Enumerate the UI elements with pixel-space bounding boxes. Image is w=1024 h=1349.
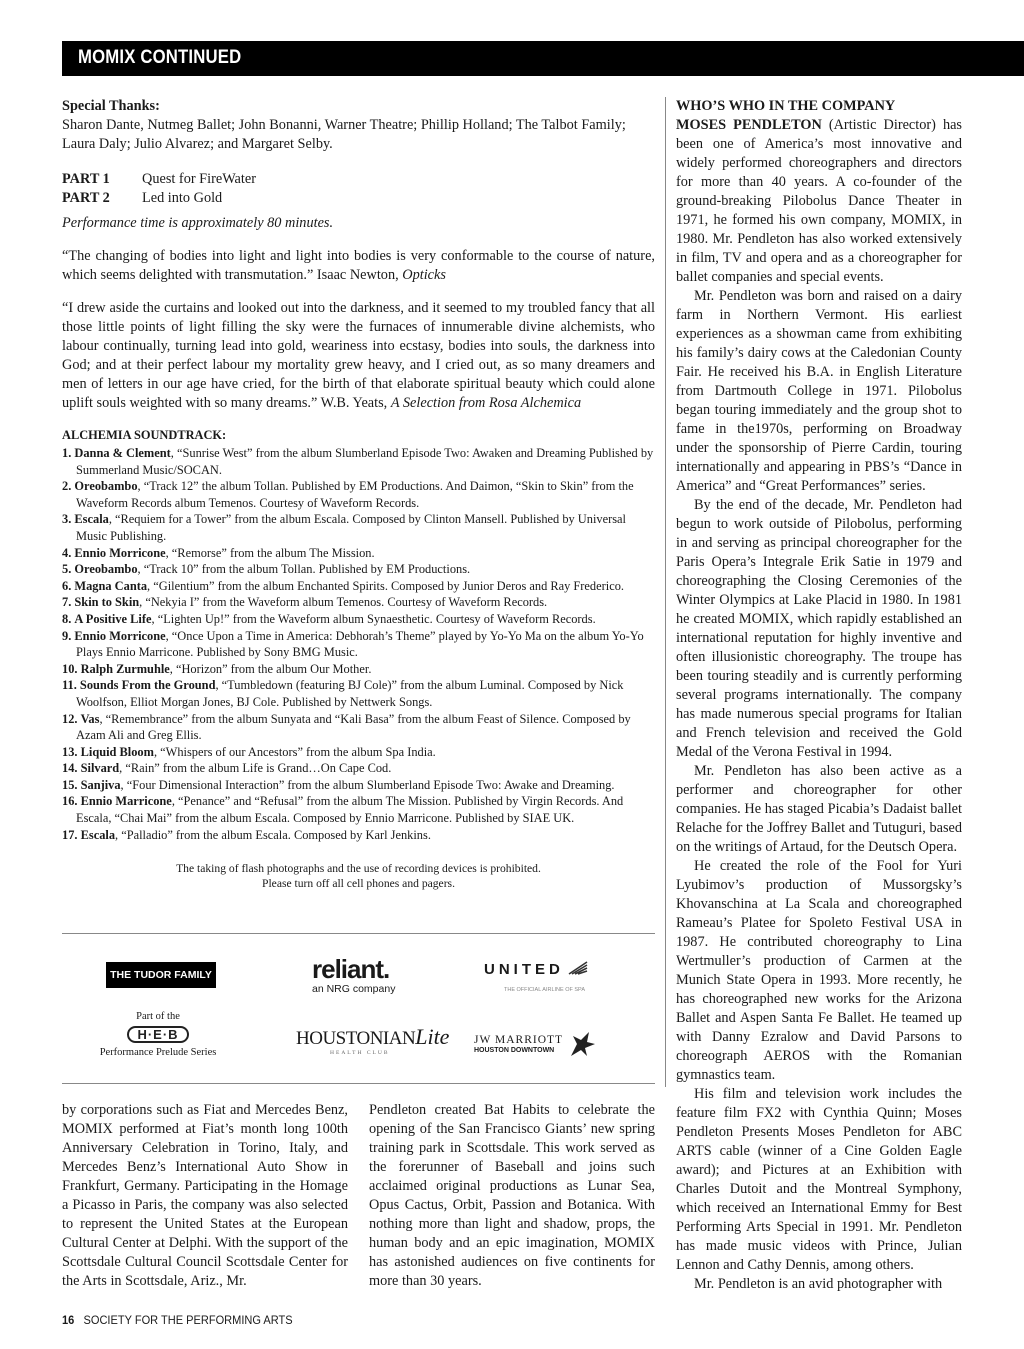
track-details: , “Remorse” from the album The Mission.: [165, 545, 375, 560]
track-item: [62, 677, 655, 710]
track-details: , “Palladio” from the album Escala. Composed by Karl Jenkins.: [115, 827, 431, 842]
track-details: , “Horizon” from the album Our Mother.: [169, 661, 372, 676]
track-details: , “Once Upon a Time in America: Debhorah’s Theme” played by Yo-Yo Ma on the album Yo-Yo Plays Ennio Marricone. Published by Sony BMG Music.: [76, 628, 644, 660]
track-number: 1.: [62, 446, 72, 460]
jw-marriott-logo: [474, 1030, 624, 1058]
heb-sponsor: [96, 1010, 220, 1059]
track-item: [62, 827, 655, 844]
part-label: PART 2: [62, 190, 110, 206]
griffin-icon: [567, 1030, 597, 1058]
track-details: , “Penance” and “Refusal” from the album The Mission. Published by Virgin Records. And Escala, “Chai Mai” from the album Escala. Composed by Ennio Marricone. Published by SIAE UK.: [76, 794, 624, 826]
sponsor-bottom-rule: [62, 1083, 655, 1084]
track-number: 11.: [62, 678, 77, 693]
track-details: , “Remembrance” from the album Sunyata and “Kali Basa” from the album Feast of Silence. Composed by Azam Ali and Greg Ellis.: [76, 711, 631, 743]
program-notes: [62, 97, 655, 891]
bottom-column-left: by corporations such as Fiat and Mercedes Benz, MOMIX performed at Fiat’s month long 100th Anniversary Celebration in Torino, Italy, and Mercedes Benz’s International Auto Show in Frankfurt, Germany. Participating in the Homage a Picasso in Paris, the company was also selected to represent the United States at the European Cultural Center at Delphi. With the support of the Scottsdale Cultural Council Scottsdale Center for the Arts in Scottsdale, Ariz., Mr.: [62, 1102, 348, 1289]
whos-who-column: [676, 97, 962, 1294]
soundtrack-list: [62, 445, 655, 843]
track-item: [62, 760, 655, 777]
track-number: 17.: [62, 827, 78, 842]
section-title: MOMIX CONTINUED: [78, 47, 242, 68]
track-number: 10.: [62, 661, 78, 676]
track-details: , “Nekyia I” from the Waveform album Temenos. Courtesy of Waveform Records.: [139, 595, 548, 610]
track-artist: Ennio Marricone: [80, 794, 172, 809]
part-title: Led into Gold: [142, 190, 223, 206]
track-number: 13.: [62, 744, 78, 759]
section-header: [62, 41, 1024, 76]
performance-time: Performance time is approximately 80 minutes.: [62, 215, 334, 231]
recording-notice: [62, 861, 655, 891]
track-details: , “Track 12” the album Tollan. Published by EM Productions. And Daimon, “Skin to Skin” from the Waveform Records album Temenos. Courtesy of Waveform Records.: [76, 479, 634, 510]
part-row: [62, 189, 655, 208]
track-artist: Oreobambo: [74, 562, 138, 577]
track-item: [62, 777, 655, 794]
track-number: 5.: [62, 562, 72, 577]
track-number: 8.: [62, 611, 72, 626]
track-number: 7.: [62, 595, 72, 610]
bio-paragraph: He created the role of the Fool for Yuri Lyubimov’s production of Mussorgsky’s Khovanschina at La Scala and choreographed Rameau’s Platee for Spoleto Festival USA in 1987. He contributed choreography to Lina Wertmuller’s production of Carmen at the Munich State Opera in 1993. More recently, he has choreographed new works for the Arizona Ballet and Aspen Santa Fe Ballet. He teamed up with Danny Ezralow and David Parsons to choreograph AEROS with the Romanian gymnastics team.: [676, 858, 962, 1083]
track-item: [62, 628, 655, 661]
track-artist: Skin to Skin: [74, 595, 140, 610]
track-number: 15.: [62, 777, 78, 792]
heb-logo: H·E·B: [127, 1026, 188, 1043]
houstonian-wordmark: HOUSTONIAN: [296, 1028, 416, 1049]
column-divider: [665, 97, 666, 1087]
track-item: [62, 478, 655, 511]
track-number: 4.: [62, 545, 72, 560]
track-number: 3.: [62, 512, 72, 527]
track-item: [62, 661, 655, 678]
bio-paragraph: Mr. Pendleton was born and raised on a dairy farm in Northern Vermont. His earliest experiences as a showman came from exhibiting his family’s dairy cows at the Caledonian County Fair. He received his B.A. in English Literature from Dartmouth College in 1971. Pilobolus began touring immediately and the group shot to fame in the1970s, performing on Broadway under the sponsorship of Pierre Cardin, touring internationally and appearing in PBS’s “Dance in America” and “Great Performances” series.: [676, 288, 962, 494]
reliant-logo: [312, 954, 432, 995]
houstonian-lite: Lite: [415, 1024, 450, 1049]
united-wordmark: UNITED: [484, 961, 564, 978]
bio-paragraph: By the end of the decade, Mr. Pendleton had begun to work outside of Pilobolus, performing in and serving as principal choreographer for the Paris Opera’s Integrale Erik Satie in 1979 and choreographing the Closing Ceremonies of the Winter Olympics at Lake Placid in 1980. In 1981 he created MOMIX, which rapidly established an international reputation for highly inventive and often illusionistic choreography. The troupe has been touring steadily and is currently performing several programs internationally. The company has made numerous special programs for Italian and French television and received the Gold Medal of the Verona Festival in 1994.: [676, 497, 962, 760]
sponsor-top-rule: [62, 933, 655, 934]
notice-line: Please turn off all cell phones and pagers.: [262, 877, 455, 891]
united-globe-icon: [568, 960, 588, 976]
track-item: [62, 594, 655, 611]
track-details: , “Sunrise West” from the album Slumberland Episode Two: Awaken and Dreaming Published by Summerland Music/SOCAN.: [76, 446, 654, 477]
parts-list: [62, 170, 655, 208]
track-details: , “Gilentium” from the album Enchanted Spirits. Composed by Junior Deros and Ray Frederico.: [147, 578, 624, 593]
reliant-tagline: an NRG company: [312, 983, 396, 995]
jw-wordmark: JW MARRIOTT: [474, 1034, 564, 1046]
yeats-quote: “I drew aside the curtains and looked out into the darkness, and it seemed to my troubled fancy that all those little points of light filling the sky were the furnaces of innumerable divine alchemists, who labour continually, turning lead into gold, weariness into ecstasy, bodies into souls, the darkness into God; and at their perfect labour my mortality grew heavy, and I cried out, as so many dreamers and men of letters in our age have cried, for the birth of that elaborate spiritual beauty which could alone uplift souls weighted with so many dreams.” W.B. Yeats, A Selection from Rosa Alchemica: [62, 300, 655, 411]
track-number: 2.: [62, 479, 72, 494]
thanks-title: Special Thanks:: [62, 98, 160, 114]
track-artist: A Positive Life: [74, 611, 152, 626]
publication-name: SOCIETY FOR THE PERFORMING ARTS: [83, 1313, 293, 1327]
track-item: [62, 793, 655, 826]
track-artist: Vas: [80, 711, 100, 726]
quote-source: A Selection from Rosa Alchemica: [390, 395, 582, 411]
track-details: , “Rain” from the album Life is Grand…On Cape Cod.: [119, 761, 392, 776]
jw-tagline: HOUSTON DOWNTOWN: [474, 1047, 555, 1054]
reliant-wordmark: reliant.: [312, 954, 390, 984]
track-artist: Sounds From the Ground: [79, 678, 216, 693]
united-tagline: THE OFFICIAL AIRLINE OF SPA: [504, 987, 585, 993]
track-artist: Magna Canta: [74, 578, 148, 593]
track-item: [62, 445, 655, 478]
track-number: 14.: [62, 761, 78, 776]
track-artist: Ennio Morricone: [74, 628, 166, 643]
houstonian-logo: [296, 1024, 450, 1056]
track-item: [62, 545, 655, 562]
track-item: [62, 561, 655, 578]
track-item: [62, 744, 655, 761]
bio-paragraph: Mr. Pendleton has also been active as a performer and choreographer for other companies. He has staged Picabia’s Dadaist ballet Relache for the Joffrey Ballet and Tutuguri, based on the writings of Artaud, for the Deutsch Opera.: [676, 763, 962, 855]
track-artist: Danna & Clement: [74, 446, 171, 460]
track-details: , “Four Dimensional Interaction” from the album Slumberland Episode Two: Awake and Dreaming.: [120, 777, 615, 792]
notice-line: The taking of flash photographs and the use of recording devices is prohibited.: [176, 862, 541, 876]
track-item: [62, 578, 655, 595]
track-artist: Sanjiva: [80, 777, 121, 792]
track-artist: Ralph Zurmuhle: [80, 661, 170, 676]
quote-source: Opticks: [402, 267, 446, 283]
track-artist: Escala: [80, 827, 116, 842]
page-number: 16: [62, 1313, 75, 1327]
whos-who-title: WHO’S WHO IN THE COMPANY: [676, 98, 896, 114]
track-number: 9.: [62, 628, 72, 643]
part-label: PART 1: [62, 171, 110, 187]
track-item: [62, 611, 655, 628]
track-number: 6.: [62, 578, 72, 593]
bottom-column-middle: Pendleton created Bat Habits to celebrate the opening of the San Francisco Giants’ new spring training park in Scottsdale. This work served as the forerunner of Baseball and joins such acclaimed original productions as Lunar Sea, Opus Cactus, Orbit, Passion and Botanica. With nothing more than light and shadow, props, the human body and an epic imagination, MOMIX has astonished audiences on five continents for more than 30 years.: [369, 1102, 655, 1289]
track-artist: Liquid Bloom: [80, 744, 154, 759]
bio-paragraph: His film and television work includes the feature film FX2 with Cynthia Quinn; Moses Pendleton Presents Moses Pendleton for ABC ARTS cable (winner of a Cine Golden Eagle award); and Pictures at an Exhibition with Charles Dutoit and the Montreal Symphony, which received an International Emmy for Best Performing Arts Special in 1991. Mr. Pendleton has made music videos with Prince, Julian Lennon and Cathy Dennis, among others.: [676, 1086, 962, 1273]
bio-paragraph: Mr. Pendleton is an avid photographer with: [694, 1276, 943, 1292]
track-artist: Oreobambo: [74, 479, 138, 494]
newton-quote: “The changing of bodies into light and light into bodies is very conformable to the course of nature, which seems delighted with transmutation.” Isaac Newton, Opticks: [62, 248, 655, 283]
houstonian-tagline: HEALTH CLUB: [330, 1050, 390, 1056]
heb-part-text: Part of the: [136, 1011, 180, 1022]
artist-name: MOSES PENDLETON: [676, 117, 822, 133]
track-details: , “Lighten Up!” from the Waveform album Synaesthetic. Courtesy of Waveform Records.: [151, 611, 596, 626]
bio-paragraph: MOSES PENDLETON (Artistic Director) has been one of America’s most innovative and widely performed choreographers and directors for more than 40 years. A co-founder of the ground-breaking Pilobolus Dance Theater in 1971, he formed his own company, MOMIX, in 1980. Mr. Pendleton has also worked extensively in film, TV and opera and as a choreographer for ballet companies and special events.: [676, 117, 963, 285]
part-row: [62, 170, 655, 189]
part-title: Quest for FireWater: [142, 171, 256, 187]
thanks-text: Sharon Dante, Nutmeg Ballet; John Bonanni, Warner Theatre; Phillip Holland; The Talbot Family; Laura Daly; Julio Alvarez; and Margaret Selby.: [62, 117, 626, 152]
tudor-family-logo: THE TUDOR FAMILY: [106, 962, 216, 988]
page-footer: [62, 1313, 293, 1327]
heb-series-text: Performance Prelude Series: [99, 1047, 217, 1058]
track-number: 12.: [62, 711, 78, 726]
soundtrack-title: ALCHEMIA SOUNDTRACK:: [62, 428, 227, 442]
track-artist: Silvard: [80, 761, 120, 776]
track-number: 16.: [62, 794, 78, 809]
track-details: , “Whispers of our Ancestors” from the album Spa India.: [153, 744, 436, 759]
track-artist: Escala: [74, 512, 109, 527]
united-logo: [484, 960, 614, 993]
track-details: , “Requiem for a Tower” from the album Escala. Composed by Clinton Mansell. Published by Universal Music Publishing.: [76, 512, 626, 543]
track-artist: Ennio Morricone: [74, 545, 166, 560]
track-item: [62, 711, 655, 744]
track-item: [62, 511, 655, 544]
track-details: , “Tumbledown (featuring BJ Cole)” from the album Luminal. Composed by Nick Woolfson, Elliot Morgan Jones, BJ Cole. Published by Nettwerk Songs.: [76, 678, 624, 709]
track-details: , “Track 10” from the album Tollan. Published by EM Productions.: [137, 562, 471, 577]
